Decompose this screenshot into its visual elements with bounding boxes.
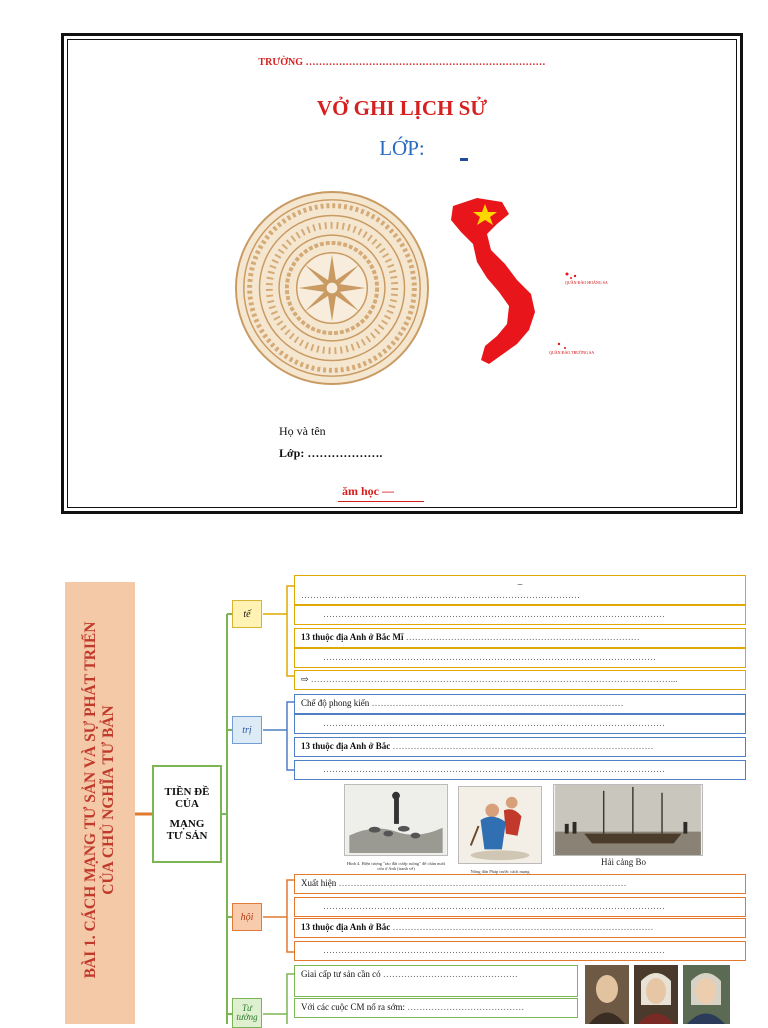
thought-tag-line1: Tư (242, 1003, 252, 1013)
harbor-image-icon (553, 784, 703, 856)
central-topic-line2: CỦA (175, 798, 199, 810)
politics-row-3[interactable] (294, 737, 746, 757)
politics-row-3-label: 13 thuộc địa Anh ở Bắc (301, 741, 391, 751)
portrait-1-icon (585, 965, 629, 1024)
cover-page (61, 33, 743, 514)
central-topic-line4: TƯ SẢN (166, 830, 208, 842)
politics-row-1-dots: ………………………………………………………………………… (371, 698, 624, 708)
lesson-title (82, 580, 118, 1020)
economy-row-2-dots: …………………………………………………………………………………………………… (323, 609, 665, 619)
peasant-illustration (458, 786, 542, 876)
notebook-title: VỞ GHI LỊCH SỬ (316, 96, 488, 120)
politics-row-4[interactable] (294, 760, 746, 780)
economy-row-5-arrow: ⇨ (301, 674, 309, 684)
peasant-image-icon (458, 786, 542, 864)
society-row-3-label: 13 thuộc địa Anh ở Bắc (301, 922, 391, 932)
society-row-1-dots: …………………………………………………………………………………… (338, 878, 627, 888)
economy-row-4-dots: ………………………………………………………………………………………………… (323, 652, 656, 662)
society-row-1-label: Xuất hiện (301, 878, 337, 888)
economy-row-3-label: 13 thuộc địa Anh ở Bắc Mĩ (301, 632, 404, 642)
peasant-caption: Nông dân Pháp trước cách mạng (470, 869, 530, 874)
economy-row-3[interactable] (294, 628, 746, 648)
politics-row-3-dots: …………………………………………………………………………… (392, 741, 654, 751)
society-row-3-dots: …………………………………………………………………………… (392, 922, 654, 932)
enclosure-caption: Hình 4. Hiện tượng "rào đất cướp ruộng" để chăn nuôi cừu ở Anh (tranh vẽ) (346, 861, 446, 871)
boston-harbor-illustration (553, 784, 703, 874)
politics-row-1[interactable] (294, 694, 746, 714)
school-label: TRƯỜNG ……………………………………………………………… (258, 57, 546, 68)
cover-inner-border (67, 39, 737, 508)
economy-branch-tag: tế (232, 600, 262, 628)
economy-row-4[interactable] (294, 648, 746, 668)
society-row-2[interactable] (294, 897, 746, 917)
society-row-4[interactable] (294, 941, 746, 961)
philosopher-portraits (585, 965, 730, 1024)
hoang-sa-label: QUẦN ĐẢO HOÀNG SA (565, 280, 608, 285)
vietnam-map-icon (446, 194, 628, 374)
politics-branch-tag: trị (232, 716, 262, 744)
society-row-3[interactable] (294, 918, 746, 938)
thought-row-2-dots: ………………………………… (407, 1002, 525, 1012)
thought-tag-line2: tưởng (236, 1012, 258, 1022)
economy-row-5-dots: …………………………………………………………………………………………………………... (310, 674, 678, 684)
economy-row-1[interactable] (294, 575, 746, 605)
grade-dash (460, 158, 468, 161)
thought-row-2[interactable] (294, 998, 578, 1018)
politics-row-2[interactable] (294, 714, 746, 734)
politics-row-1-label: Chế độ phong kiến (301, 698, 370, 708)
society-row-4-dots: …………………………………………………………………………………………………… (323, 945, 665, 955)
student-class-label: Lớp: ………………. (279, 446, 383, 460)
society-row-1[interactable] (294, 874, 746, 894)
truong-sa-label: QUẦN ĐẢO TRƯỜNG SA (549, 350, 595, 355)
student-name-label: Họ và tên (279, 424, 326, 438)
economy-row-1-dots: ………………………………………………………………………………… (301, 590, 580, 600)
grade-label: LỚP: (379, 136, 425, 160)
society-row-2-dots: …………………………………………………………………………………………………… (323, 901, 665, 911)
school-year-label: ăm học — (338, 484, 424, 502)
thought-row-2-label: Với các cuộc CM nổ ra sớm: (301, 1002, 405, 1012)
society-branch-tag: hội (232, 903, 262, 931)
portrait-3-icon (683, 965, 730, 1024)
dong-son-drum-icon (234, 190, 430, 386)
lesson-title-line1: BÀI 1. CÁCH MẠNG TƯ SẢN VÀ SỰ PHÁT TRIỂN (82, 621, 99, 979)
enclosure-illustration (344, 784, 448, 874)
enclosure-image-icon (344, 784, 448, 856)
central-topic-box (152, 765, 222, 863)
thought-row-1-label: Giai cấp tư sản cần có (301, 969, 381, 979)
thought-row-1-dots: ……………………………………… (382, 969, 518, 979)
politics-row-2-dots: …………………………………………………………………………………………………… (323, 718, 665, 728)
economy-row-2[interactable] (294, 605, 746, 625)
portrait-2-icon (634, 965, 678, 1024)
thought-row-1[interactable] (294, 965, 578, 997)
lesson-title-line2: CỦA CHỦ NGHĨA TƯ BẢN (100, 705, 117, 895)
central-topic-line3: MẠNG (169, 818, 205, 830)
harbor-caption: Hải cảng Bo (601, 857, 646, 867)
economy-row-5[interactable] (294, 670, 746, 690)
politics-row-4-dots: …………………………………………………………………………………………………… (323, 764, 665, 774)
central-topic-line1: TIỀN ĐỀ (164, 786, 210, 798)
economy-row-3-dots: …………………………………………………………………… (405, 632, 640, 642)
economy-row-1-top: – (517, 579, 523, 589)
